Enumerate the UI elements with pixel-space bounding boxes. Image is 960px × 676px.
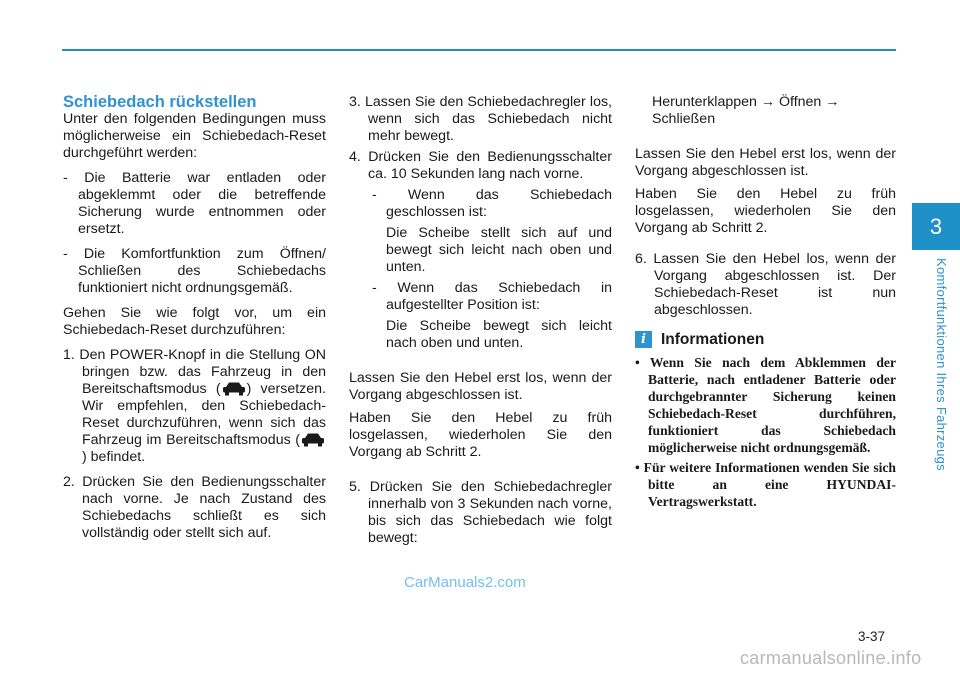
repeat-note: Haben Sie den Hebel zu früh losgelassen, wiederholen Sie den Vorgang ab Schritt 2. [349,410,612,460]
car-icon [221,381,247,396]
release-note: Lassen Sie den Hebel erst los, wenn der Vorgang abgeschlossen ist. [349,370,612,403]
release-note: Lassen Sie den Hebel erst los, wenn der Vorgang abgeschlossen ist. [635,146,896,179]
case-closed: - Wenn das Schiebedach geschlossen ist: [372,187,612,220]
section-title: Schiebedach rückstellen [63,93,257,111]
step-1-part-c: ) befindet. [82,449,146,465]
step-3: 3. Lassen Sie den Schiebedachregler los, wenn sich das Schiebedach nicht mehr bewegt. [349,94,612,144]
info-bullet-reset: • Wenn Sie nach dem Abklemmen der Batterie, nach entladener Batterie oder durchgebrannter Sicherung keinen Schiebedach-Reset durchführen, funktioniert das Schiebedach möglicherweise nicht ordnungsgemäß. [635,355,896,455]
step-1 [63,347,326,466]
step-1-part-a: 1. Den POWER-Knopf in die Stellung ON bringen bzw. das Fahrzeug in den Bereitschaftsmodus ( [63,347,326,397]
info-bullet-dealer: • Für weitere Informationen wenden Sie sich bitte an eine HYUNDAI-Vertragswerkstatt. [635,460,896,509]
procedure-intro: Gehen Sie wie folgt vor, um ein Schiebedach-Reset durchzuführen: [63,305,326,338]
info-header [635,331,896,348]
condition-battery: - Die Batterie war entladen oder abgeklemmt oder die betreffende Sicherung wurde entnommen oder ersetzt. [63,170,326,237]
column-3 [635,94,896,513]
watermark-carmanuals: CarManuals2.com [404,574,526,591]
repeat-note: Haben Sie den Hebel zu früh losgelassen, wiederholen Sie den Vorgang ab Schritt 2. [635,186,896,236]
step-2: 2. Drücken Sie den Bedienungsschalter nach vorne. Je nach Zustand des Schiebedachs schließt es sich vollständig oder stellt sich auf. [63,474,326,541]
step-4: 4. Drücken Sie den Bedienungsschalter ca. 10 Sekunden lang nach vorne. [349,149,612,182]
info-title: Informationen [661,331,765,348]
case-tilted-text: Die Scheibe bewegt sich leicht nach oben und unten. [386,318,612,351]
info-icon: i [635,331,652,348]
intro-text: Unter den folgenden Bedingungen muss möglicherweise ein Schiebedach-Reset durchgeführt werden: [63,111,326,161]
page-number: 3-37 [858,629,886,644]
case-closed-text: Die Scheibe stellt sich auf und bewegt sich leicht nach oben und unten. [386,225,612,275]
case-tilted: - Wenn das Schiebedach in aufgestellter Position ist: [372,280,612,313]
column-2 [349,94,612,547]
step-6: 6. Lassen Sie den Hebel los, wenn der Vorgang abgeschlossen ist. Der Schiebedach-Reset ist nun abgeschlossen. [635,251,896,318]
step-1-part-b: ) versetzen. Wir empfehlen, den Schiebedach-Reset durchzuführen, wenn sich das Fahrzeug im Bereitschaftsmodus ( [82,381,326,448]
header-rule [62,49,896,51]
watermark-site: carmanualsonline.info [740,648,922,668]
column-1 [63,94,326,542]
condition-comfort: - Die Komfortfunktion zum Öffnen/ Schließen des Schiebedachs funktioniert nicht ordnungsgemäß. [63,246,326,296]
chapter-tab: 3 [912,203,960,250]
car-icon [300,432,326,447]
move-sequence: Herunterklappen → Öffnen → Schließen [652,94,840,127]
chapter-label: Komfortfunktionen Ihres Fahrzeugs [934,258,949,471]
step-5: 5. Drücken Sie den Schiebedachregler innerhalb von 3 Sekunden nach vorne, bis sich das Schiebedach wie folgt bewegt: [349,479,612,546]
